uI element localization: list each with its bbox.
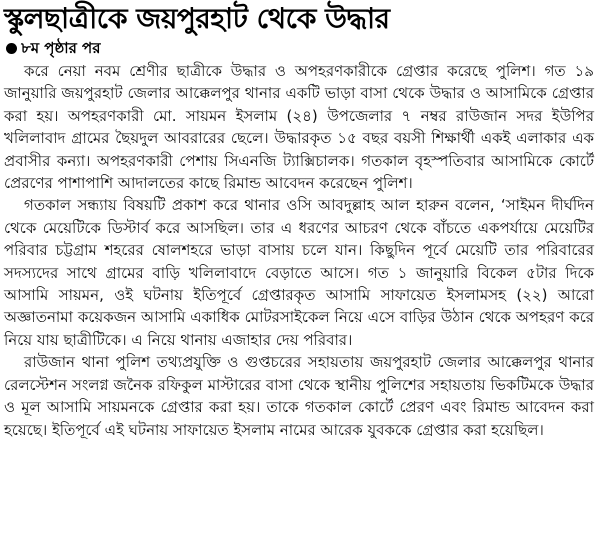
paragraph-1: করে নেয়া নবম শ্রেণীর ছাত্রীকে উদ্ধার ও অপহরণকারীকে গ্রেপ্তার করেছে পুলিশ। গত ১৯ জানুয়ারি জয়পুরহাট জেলার আক্কেলপুর থানার একটি ভাড়া বাসা থেকে উদ্ধার ও আসামিকে গ্রেপ্তার করা হয়। অপহরণকারী মো. সায়মন ইসলাম (২৪) উপজেলার ৭ নম্বর রাউজান সদর ইউপির খলিলাবাদ গ্রামের ছৈয়দুল আবরারের ছেলে। উদ্ধারকৃত ১৫ বছর বয়সী শিক্ষার্থী একই এলাকার এক প্রবাসীর কন্যা। অপহরণকারী পেশায় সিএনজি ট্যাক্সিচালক। গতকাল বৃহস্পতিবার আসামিকে কোর্টে প্রেরণের পাশাপাশি আদালতের কাছে রিমান্ড আবেদন করেছেন পুলিশ। — [4, 62, 594, 193]
paragraph-3: রাউজান থানা পুলিশ তথ্যপ্রযুক্তি ও গুপ্তচরের সহায়তায় জয়পুরহাট জেলার আক্কেলপুর থানার রেলস্টেশন সংলগ্ন জনৈক রফিকুল মাস্টারের বাসা থেকে স্থানীয় পুলিশের সহায়তায় ভিকটিমকে উদ্ধার ও মূল আসামি সায়মনকে গ্রেপ্তার করা হয়। তাকে গতকাল কোর্টে প্রেরণ এবং রিমান্ড আবেদন করা হয়েছে। ইতিপূর্বে এই ঘটনায় সাফায়েত ইসলাম নামের আরেক যুবককে গ্রেপ্তার করা হয়েছিল। — [4, 353, 594, 439]
article-body — [4, 60, 594, 441]
paragraph-2: গতকাল সন্ধ্যায় বিষয়টি প্রকাশ করে থানার ওসি আবদুল্লাহ আল হারুন বলেন, ‘সাইমন দীর্ঘদিন থেকে মেয়েটিকে ডিস্টার্ব করে আসছিল। তার এ ধরণের আচরণ থেকে বাঁচতে একপর্যায়ে মেয়েটির পরিবার চট্টগ্রাম শহরের ষোলশহরে ভাড়া বাসায় চলে যান। কিছুদিন পূর্বে মেয়েটি তার পরিবারের সদস্যদের সাথে গ্রামের বাড়ি খলিলাবাদে বেড়াতে আসে। গত ১ জানুয়ারি বিকেল ৫টার দিকে আসামি সায়মন, ওই ঘটনায় ইতিপূর্বে গ্রেপ্তারকৃত আসামি সাফায়েত ইসলামসহ (২২) আরো অজ্ঞাতনামা কয়েকজন আসামি একাধিক মোটরসাইকেল নিয়ে এসে বাড়ির উঠান থেকে অপহরণ করে নিয়ে যায় ছাত্রীটিকে। এ নিয়ে থানায় এজাহার দেয় পরিবার। — [4, 196, 594, 349]
headline: স্কুলছাত্রীকে জয়পুরহাট থেকে উদ্ধার — [4, 2, 390, 35]
bullet-icon — [6, 43, 17, 54]
continued-label: ৮ম পৃষ্ঠার পর — [21, 39, 101, 57]
continued-from-marker — [6, 38, 101, 58]
